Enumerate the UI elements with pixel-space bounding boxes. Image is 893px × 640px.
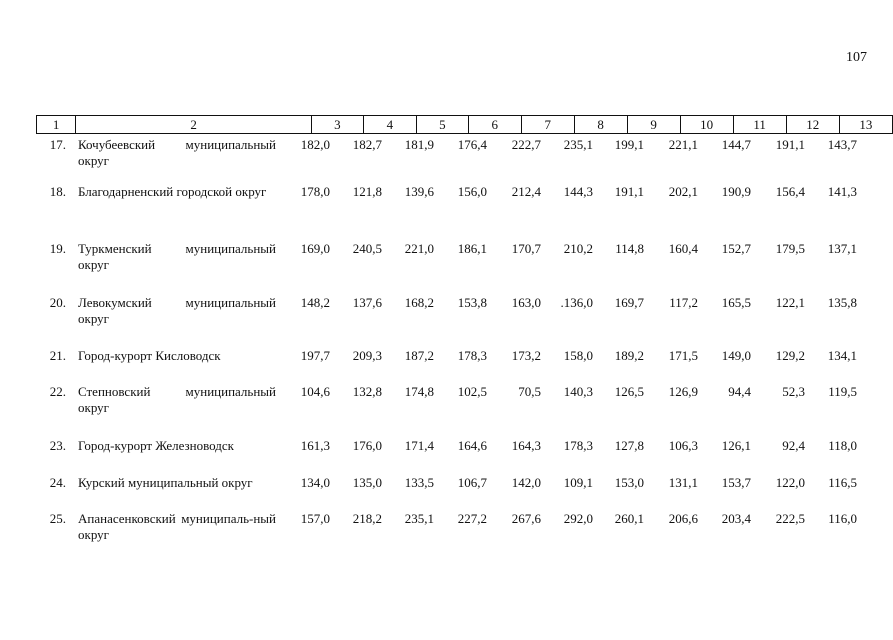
value-cell: 126,9	[668, 384, 698, 399]
value-cell: 149,0	[721, 348, 751, 363]
value-cell: 118,0	[828, 438, 857, 453]
header-cell: 1	[37, 116, 76, 134]
value-cell: 122,0	[775, 475, 805, 490]
table-row	[36, 241, 864, 281]
value-cell: 127,8	[614, 438, 644, 453]
value-cell: 163,0	[511, 295, 541, 310]
value-cell: 104,6	[300, 384, 330, 399]
value-cell: 106,3	[668, 438, 698, 453]
value-cell: 203,4	[721, 511, 751, 526]
value-cell: 152,7	[721, 241, 751, 256]
value-cell: 156,4	[775, 184, 805, 199]
value-cell: 209,3	[352, 348, 382, 363]
district-name: Курский муниципальный округ	[78, 475, 253, 490]
value-cell: 141,3	[827, 184, 857, 199]
header-cell: 13	[839, 116, 892, 134]
value-cell: 135,8	[827, 295, 857, 310]
value-cell: 227,2	[457, 511, 487, 526]
value-cell: 153,0	[614, 475, 644, 490]
value-cell: 164,3	[511, 438, 541, 453]
value-cell: 212,4	[511, 184, 541, 199]
table-row	[36, 384, 864, 424]
value-cell: 191,1	[614, 184, 644, 199]
header-cell: 11	[733, 116, 786, 134]
value-cell: 218,2	[352, 511, 382, 526]
value-cell: 134,1	[827, 348, 857, 363]
value-cell: 240,5	[352, 241, 382, 256]
value-cell: 197,7	[300, 348, 330, 363]
table-row	[36, 295, 864, 335]
table-row	[36, 438, 864, 478]
table-row	[36, 511, 864, 551]
value-cell: 221,1	[668, 137, 698, 152]
header-cell: 3	[311, 116, 363, 134]
value-cell: .136,0	[560, 295, 593, 310]
value-cell: 114,8	[615, 241, 644, 256]
district-name: Левокумский муниципальный округ	[78, 295, 276, 326]
value-cell: 134,0	[300, 475, 330, 490]
value-cell: 168,2	[404, 295, 434, 310]
value-cell: 182,7	[352, 137, 382, 152]
header-cell: 7	[521, 116, 574, 134]
table-row	[36, 184, 864, 224]
row-number: 23.	[49, 438, 66, 453]
table-row	[36, 348, 864, 388]
value-cell: 179,5	[775, 241, 805, 256]
value-cell: 178,3	[563, 438, 593, 453]
value-cell: 122,1	[775, 295, 805, 310]
value-cell: 178,0	[300, 184, 330, 199]
value-cell: 137,6	[352, 295, 382, 310]
value-cell: 189,2	[614, 348, 644, 363]
value-cell: 142,0	[511, 475, 541, 490]
value-cell: 222,5	[775, 511, 805, 526]
row-number: 22.	[49, 384, 66, 399]
district-name: Кочубеевский муниципальный округ	[78, 137, 276, 168]
value-cell: 235,1	[404, 511, 434, 526]
header-cell: 8	[574, 116, 627, 134]
header-cell: 5	[416, 116, 468, 134]
district-name: Туркменский муниципальный округ	[78, 241, 276, 272]
value-cell: 52,3	[782, 384, 805, 399]
table-row	[36, 475, 864, 515]
district-name: Степновский муниципальный округ	[78, 384, 276, 415]
value-cell: 176,4	[457, 137, 487, 152]
value-cell: 190,9	[721, 184, 751, 199]
value-cell: 135,0	[352, 475, 382, 490]
value-cell: 137,1	[827, 241, 857, 256]
value-cell: 169,7	[614, 295, 644, 310]
value-cell: 210,2	[563, 241, 593, 256]
value-cell: 94,4	[728, 384, 751, 399]
value-cell: 121,8	[352, 184, 382, 199]
value-cell: 116,5	[828, 475, 857, 490]
row-number: 25.	[49, 511, 66, 526]
value-cell: 206,6	[668, 511, 698, 526]
value-cell: 156,0	[457, 184, 487, 199]
value-cell: 144,3	[563, 184, 593, 199]
value-cell: 169,0	[300, 241, 330, 256]
value-cell: 126,1	[721, 438, 751, 453]
value-cell: 181,9	[404, 137, 434, 152]
value-cell: 70,5	[518, 384, 541, 399]
value-cell: 133,5	[404, 475, 434, 490]
table-row	[36, 137, 864, 177]
value-cell: 157,0	[300, 511, 330, 526]
header-cell: 10	[680, 116, 733, 134]
value-cell: 260,1	[614, 511, 644, 526]
value-cell: 292,0	[563, 511, 593, 526]
value-cell: 222,7	[511, 137, 541, 152]
value-cell: 267,6	[511, 511, 541, 526]
value-cell: 140,3	[563, 384, 593, 399]
value-cell: 173,2	[511, 348, 541, 363]
value-cell: 143,7	[827, 137, 857, 152]
value-cell: 92,4	[782, 438, 805, 453]
column-number-header	[36, 115, 893, 134]
district-name: Город-курорт Кисловодск	[78, 348, 221, 363]
value-cell: 221,0	[404, 241, 434, 256]
district-name: Благодарненский городской округ	[78, 184, 267, 199]
value-cell: 178,3	[457, 348, 487, 363]
value-cell: 126,5	[614, 384, 644, 399]
value-cell: 191,1	[775, 137, 805, 152]
value-cell: 158,0	[563, 348, 593, 363]
value-cell: 102,5	[457, 384, 487, 399]
header-cell: 2	[76, 116, 312, 134]
district-name: Город-курорт Железноводск	[78, 438, 234, 453]
value-cell: 161,3	[300, 438, 330, 453]
value-cell: 132,8	[352, 384, 382, 399]
value-cell: 165,5	[721, 295, 751, 310]
value-cell: 235,1	[563, 137, 593, 152]
header-cell: 9	[627, 116, 680, 134]
header-cell: 6	[468, 116, 521, 134]
value-cell: 117,2	[669, 295, 698, 310]
value-cell: 199,1	[614, 137, 644, 152]
row-number: 20.	[49, 295, 66, 310]
row-number: 24.	[49, 475, 66, 490]
value-cell: 164,6	[457, 438, 487, 453]
value-cell: 144,7	[721, 137, 751, 152]
page-number: 107	[846, 50, 867, 65]
value-cell: 109,1	[563, 475, 593, 490]
value-cell: 129,2	[775, 348, 805, 363]
value-cell: 139,6	[404, 184, 434, 199]
value-cell: 153,7	[721, 475, 751, 490]
value-cell: 148,2	[300, 295, 330, 310]
value-cell: 160,4	[668, 241, 698, 256]
row-number: 21.	[49, 348, 66, 363]
row-number: 19.	[49, 241, 66, 256]
value-cell: 174,8	[404, 384, 434, 399]
value-cell: 131,1	[668, 475, 698, 490]
district-name: Апанасенковский муниципаль-ный округ	[78, 511, 276, 542]
value-cell: 176,0	[352, 438, 382, 453]
value-cell: 202,1	[668, 184, 698, 199]
header-cell: 12	[786, 116, 839, 134]
value-cell: 106,7	[457, 475, 487, 490]
value-cell: 170,7	[511, 241, 541, 256]
value-cell: 119,5	[828, 384, 857, 399]
value-cell: 187,2	[404, 348, 434, 363]
value-cell: 171,4	[404, 438, 434, 453]
value-cell: 182,0	[300, 137, 330, 152]
header-cell: 4	[363, 116, 416, 134]
value-cell: 116,0	[828, 511, 857, 526]
value-cell: 153,8	[457, 295, 487, 310]
row-number: 17.	[49, 137, 66, 152]
value-cell: 171,5	[668, 348, 698, 363]
row-number: 18.	[49, 184, 66, 199]
value-cell: 186,1	[457, 241, 487, 256]
